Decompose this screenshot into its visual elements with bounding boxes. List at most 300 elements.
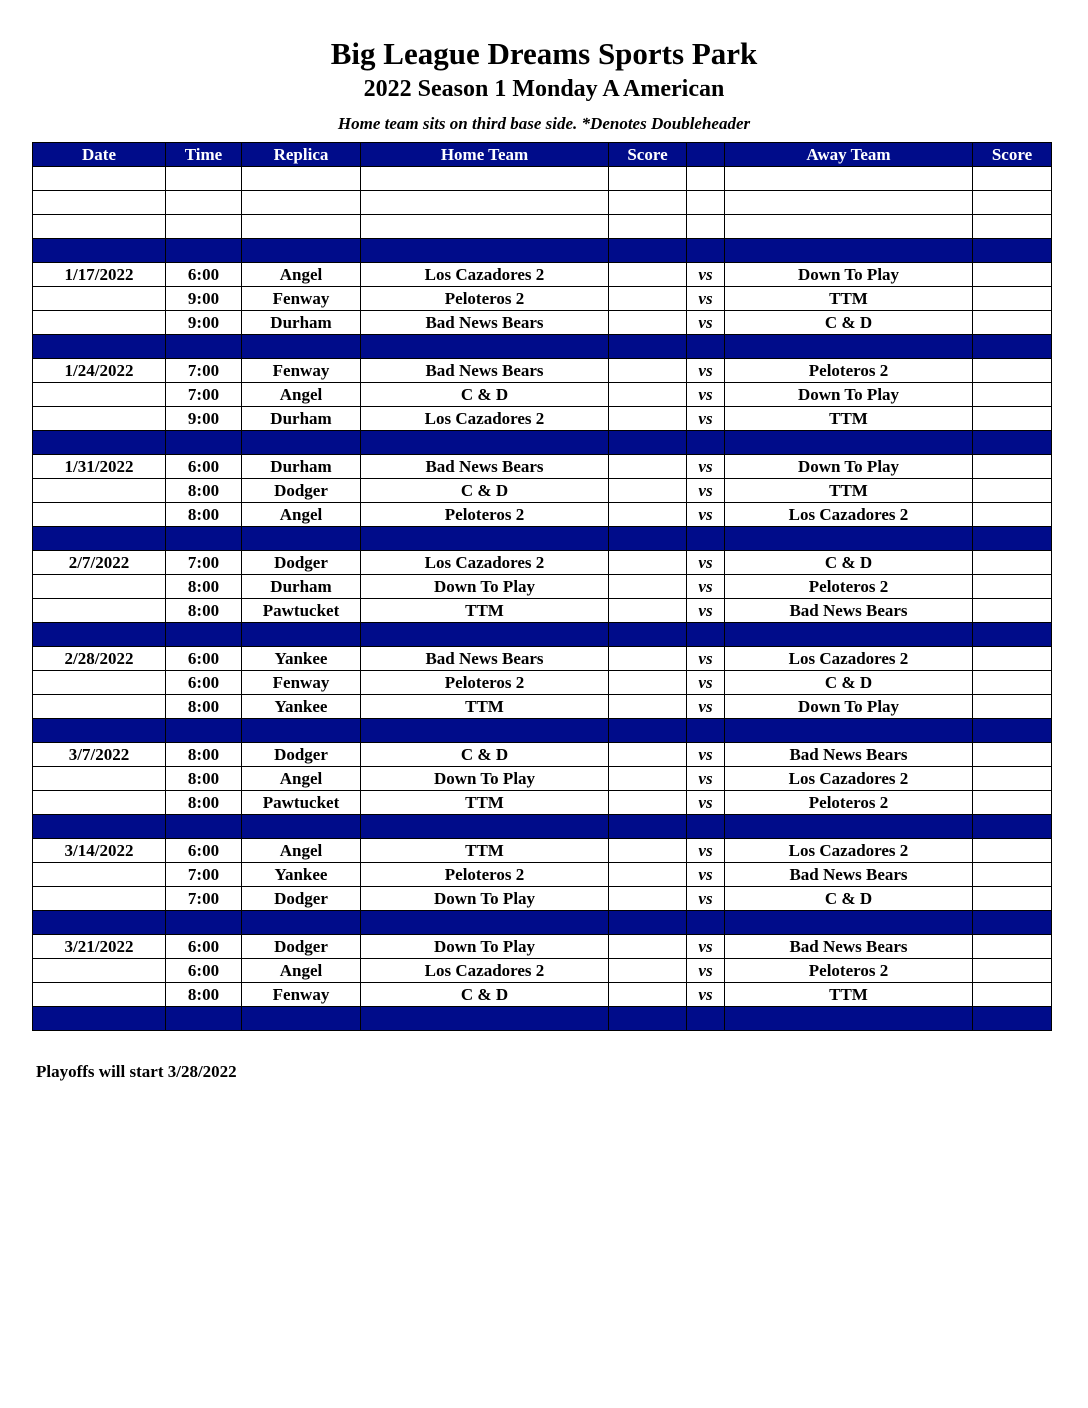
game-row — [33, 647, 1052, 671]
date-cell — [33, 887, 166, 911]
replica-cell: Angel — [242, 503, 361, 527]
away-score-cell — [973, 575, 1052, 599]
separator-cell — [242, 1007, 361, 1031]
date-cell — [33, 311, 166, 335]
separator-cell — [361, 431, 609, 455]
replica-cell: Fenway — [242, 983, 361, 1007]
home-score-cell — [609, 479, 687, 503]
separator-cell — [725, 623, 973, 647]
vs-cell: vs — [687, 647, 725, 671]
home-score-cell — [609, 551, 687, 575]
separator-cell — [166, 623, 242, 647]
away-score-cell — [973, 167, 1052, 191]
date-cell — [33, 215, 166, 239]
separator-cell — [166, 335, 242, 359]
replica-cell: Dodger — [242, 935, 361, 959]
away-score-cell — [973, 191, 1052, 215]
week-separator-row — [33, 1007, 1052, 1031]
home-team-cell — [361, 215, 609, 239]
home-score-cell — [609, 767, 687, 791]
time-cell: 9:00 — [166, 287, 242, 311]
away-score-cell — [973, 863, 1052, 887]
away-team-cell: Down To Play — [725, 263, 973, 287]
game-row — [33, 311, 1052, 335]
away-team-cell: C & D — [725, 671, 973, 695]
week-separator-row — [33, 911, 1052, 935]
separator-cell — [687, 911, 725, 935]
home-score-cell — [609, 647, 687, 671]
separator-cell — [609, 1007, 687, 1031]
replica-cell: Durham — [242, 455, 361, 479]
col-header-vs — [687, 143, 725, 167]
date-cell — [33, 575, 166, 599]
date-cell — [33, 863, 166, 887]
game-row — [33, 191, 1052, 215]
game-row — [33, 599, 1052, 623]
away-team-cell: Peloteros 2 — [725, 359, 973, 383]
away-score-cell — [973, 671, 1052, 695]
away-team-cell: Los Cazadores 2 — [725, 767, 973, 791]
time-cell — [166, 191, 242, 215]
home-team-cell: C & D — [361, 743, 609, 767]
away-score-cell — [973, 767, 1052, 791]
away-score-cell — [973, 959, 1052, 983]
date-cell: 1/17/2022 — [33, 263, 166, 287]
time-cell: 8:00 — [166, 575, 242, 599]
home-score-cell — [609, 599, 687, 623]
separator-cell — [609, 719, 687, 743]
game-row — [33, 935, 1052, 959]
time-cell: 6:00 — [166, 263, 242, 287]
time-cell: 8:00 — [166, 599, 242, 623]
replica-cell: Yankee — [242, 863, 361, 887]
date-cell: 3/14/2022 — [33, 839, 166, 863]
vs-cell: vs — [687, 359, 725, 383]
vs-cell — [687, 167, 725, 191]
home-score-cell — [609, 983, 687, 1007]
away-score-cell — [973, 983, 1052, 1007]
away-team-cell: Los Cazadores 2 — [725, 839, 973, 863]
replica-cell: Dodger — [242, 887, 361, 911]
away-score-cell — [973, 503, 1052, 527]
away-score-cell — [973, 311, 1052, 335]
separator-cell — [725, 719, 973, 743]
home-score-cell — [609, 287, 687, 311]
vs-cell: vs — [687, 407, 725, 431]
separator-cell — [242, 335, 361, 359]
time-cell: 6:00 — [166, 647, 242, 671]
away-team-cell: TTM — [725, 287, 973, 311]
separator-cell — [973, 623, 1052, 647]
game-row — [33, 479, 1052, 503]
separator-cell — [687, 335, 725, 359]
separator-cell — [973, 815, 1052, 839]
away-score-cell — [973, 359, 1052, 383]
replica-cell: Yankee — [242, 695, 361, 719]
replica-cell: Angel — [242, 959, 361, 983]
away-team-cell: Down To Play — [725, 383, 973, 407]
home-score-cell — [609, 575, 687, 599]
vs-cell: vs — [687, 311, 725, 335]
game-row — [33, 863, 1052, 887]
away-score-cell — [973, 887, 1052, 911]
home-team-cell: C & D — [361, 983, 609, 1007]
home-score-cell — [609, 791, 687, 815]
home-score-cell — [609, 455, 687, 479]
separator-cell — [242, 815, 361, 839]
separator-cell — [687, 527, 725, 551]
home-score-cell — [609, 263, 687, 287]
separator-cell — [33, 239, 166, 263]
home-team-cell: Los Cazadores 2 — [361, 959, 609, 983]
home-score-cell — [609, 887, 687, 911]
away-team-cell — [725, 167, 973, 191]
time-cell: 7:00 — [166, 383, 242, 407]
home-team-cell: Bad News Bears — [361, 455, 609, 479]
home-team-cell: Peloteros 2 — [361, 671, 609, 695]
separator-cell — [609, 527, 687, 551]
schedule-note: Home team sits on third base side. *Denotes Doubleheader — [337, 114, 751, 133]
game-row — [33, 383, 1052, 407]
home-team-cell: Down To Play — [361, 935, 609, 959]
away-team-cell: Down To Play — [725, 695, 973, 719]
date-cell — [33, 791, 166, 815]
separator-cell — [725, 335, 973, 359]
home-score-cell — [609, 743, 687, 767]
separator-cell — [725, 911, 973, 935]
vs-cell: vs — [687, 575, 725, 599]
game-row — [33, 983, 1052, 1007]
time-cell: 9:00 — [166, 311, 242, 335]
separator-cell — [687, 239, 725, 263]
away-team-cell: C & D — [725, 887, 973, 911]
away-score-cell — [973, 599, 1052, 623]
away-score-cell — [973, 551, 1052, 575]
date-cell — [33, 383, 166, 407]
vs-cell — [687, 215, 725, 239]
replica-cell: Dodger — [242, 479, 361, 503]
home-score-cell — [609, 407, 687, 431]
time-cell: 8:00 — [166, 695, 242, 719]
date-cell — [33, 287, 166, 311]
replica-cell: Angel — [242, 383, 361, 407]
home-team-cell: TTM — [361, 791, 609, 815]
date-cell — [33, 959, 166, 983]
home-team-cell: Bad News Bears — [361, 359, 609, 383]
game-row — [33, 695, 1052, 719]
separator-cell — [242, 911, 361, 935]
game-row — [33, 407, 1052, 431]
separator-cell — [361, 527, 609, 551]
home-score-cell — [609, 935, 687, 959]
separator-cell — [361, 623, 609, 647]
home-team-cell: Down To Play — [361, 887, 609, 911]
separator-cell — [33, 335, 166, 359]
vs-cell: vs — [687, 935, 725, 959]
time-cell: 7:00 — [166, 551, 242, 575]
game-row — [33, 167, 1052, 191]
home-team-cell: TTM — [361, 599, 609, 623]
home-score-cell — [609, 383, 687, 407]
separator-cell — [242, 239, 361, 263]
vs-cell: vs — [687, 743, 725, 767]
home-score-cell — [609, 191, 687, 215]
separator-cell — [166, 239, 242, 263]
replica-cell: Angel — [242, 263, 361, 287]
replica-cell — [242, 215, 361, 239]
home-score-cell — [609, 503, 687, 527]
game-row — [33, 551, 1052, 575]
col-header-away-score: Score — [973, 143, 1052, 167]
separator-cell — [973, 911, 1052, 935]
time-cell: 8:00 — [166, 479, 242, 503]
vs-cell: vs — [687, 455, 725, 479]
vs-cell: vs — [687, 791, 725, 815]
vs-cell: vs — [687, 767, 725, 791]
week-separator-row — [33, 527, 1052, 551]
date-cell — [33, 407, 166, 431]
replica-cell: Durham — [242, 407, 361, 431]
col-header-replica: Replica — [242, 143, 361, 167]
away-team-cell: Down To Play — [725, 455, 973, 479]
home-team-cell: TTM — [361, 839, 609, 863]
game-row — [33, 215, 1052, 239]
separator-cell — [166, 719, 242, 743]
home-team-cell: Los Cazadores 2 — [361, 407, 609, 431]
separator-cell — [725, 815, 973, 839]
vs-cell: vs — [687, 263, 725, 287]
home-score-cell — [609, 695, 687, 719]
playoffs-note: Playoffs will start 3/28/2022 — [36, 1062, 237, 1081]
home-score-cell — [609, 311, 687, 335]
away-team-cell: Peloteros 2 — [725, 791, 973, 815]
game-row — [33, 263, 1052, 287]
away-team-cell: TTM — [725, 407, 973, 431]
away-team-cell: C & D — [725, 551, 973, 575]
game-row — [33, 671, 1052, 695]
col-header-time: Time — [166, 143, 242, 167]
separator-cell — [973, 527, 1052, 551]
vs-cell: vs — [687, 983, 725, 1007]
away-score-cell — [973, 839, 1052, 863]
replica-cell — [242, 191, 361, 215]
time-cell: 8:00 — [166, 791, 242, 815]
away-team-cell: Bad News Bears — [725, 599, 973, 623]
vs-cell: vs — [687, 863, 725, 887]
home-score-cell — [609, 959, 687, 983]
separator-cell — [166, 431, 242, 455]
week-separator-row — [33, 719, 1052, 743]
separator-cell — [609, 335, 687, 359]
away-score-cell — [973, 743, 1052, 767]
away-team-cell: Los Cazadores 2 — [725, 503, 973, 527]
away-score-cell — [973, 695, 1052, 719]
away-score-cell — [973, 935, 1052, 959]
home-score-cell — [609, 839, 687, 863]
home-team-cell: Peloteros 2 — [361, 287, 609, 311]
away-team-cell: Peloteros 2 — [725, 575, 973, 599]
separator-cell — [33, 719, 166, 743]
separator-cell — [166, 1007, 242, 1031]
separator-cell — [242, 719, 361, 743]
away-team-cell: Bad News Bears — [725, 743, 973, 767]
separator-cell — [361, 335, 609, 359]
away-score-cell — [973, 287, 1052, 311]
away-score-cell — [973, 791, 1052, 815]
game-row — [33, 455, 1052, 479]
game-row — [33, 839, 1052, 863]
home-score-cell — [609, 167, 687, 191]
away-team-cell: Los Cazadores 2 — [725, 647, 973, 671]
week-separator-row — [33, 431, 1052, 455]
away-team-cell: Peloteros 2 — [725, 959, 973, 983]
separator-cell — [973, 239, 1052, 263]
replica-cell: Fenway — [242, 359, 361, 383]
separator-cell — [361, 911, 609, 935]
replica-cell: Pawtucket — [242, 599, 361, 623]
time-cell: 6:00 — [166, 671, 242, 695]
header-row — [33, 143, 1052, 167]
date-cell: 1/24/2022 — [33, 359, 166, 383]
home-team-cell: TTM — [361, 695, 609, 719]
vs-cell — [687, 191, 725, 215]
vs-cell: vs — [687, 479, 725, 503]
time-cell: 6:00 — [166, 455, 242, 479]
game-row — [33, 887, 1052, 911]
date-cell: 3/7/2022 — [33, 743, 166, 767]
vs-cell: vs — [687, 671, 725, 695]
separator-cell — [609, 911, 687, 935]
separator-cell — [33, 623, 166, 647]
vs-cell: vs — [687, 503, 725, 527]
replica-cell: Fenway — [242, 671, 361, 695]
separator-cell — [687, 1007, 725, 1031]
page-subtitle: 2022 Season 1 Monday A American — [363, 76, 725, 102]
replica-cell: Dodger — [242, 551, 361, 575]
separator-cell — [361, 1007, 609, 1031]
game-row — [33, 359, 1052, 383]
week-separator-row — [33, 335, 1052, 359]
separator-cell — [361, 239, 609, 263]
date-cell — [33, 695, 166, 719]
away-team-cell: Bad News Bears — [725, 935, 973, 959]
time-cell: 7:00 — [166, 887, 242, 911]
away-score-cell — [973, 215, 1052, 239]
separator-cell — [361, 815, 609, 839]
vs-cell: vs — [687, 287, 725, 311]
separator-cell — [33, 431, 166, 455]
game-row — [33, 503, 1052, 527]
home-score-cell — [609, 215, 687, 239]
time-cell: 9:00 — [166, 407, 242, 431]
date-cell — [33, 599, 166, 623]
time-cell: 8:00 — [166, 503, 242, 527]
game-row — [33, 959, 1052, 983]
home-team-cell — [361, 191, 609, 215]
date-cell — [33, 503, 166, 527]
date-cell: 2/28/2022 — [33, 647, 166, 671]
home-team-cell: Down To Play — [361, 575, 609, 599]
game-row — [33, 767, 1052, 791]
away-score-cell — [973, 263, 1052, 287]
away-score-cell — [973, 383, 1052, 407]
vs-cell: vs — [687, 839, 725, 863]
separator-cell — [725, 527, 973, 551]
away-score-cell — [973, 455, 1052, 479]
date-cell: 1/31/2022 — [33, 455, 166, 479]
replica-cell: Dodger — [242, 743, 361, 767]
home-team-cell: Los Cazadores 2 — [361, 551, 609, 575]
separator-cell — [609, 239, 687, 263]
home-team-cell: C & D — [361, 479, 609, 503]
separator-cell — [609, 815, 687, 839]
time-cell: 6:00 — [166, 959, 242, 983]
time-cell: 6:00 — [166, 839, 242, 863]
away-team-cell: Bad News Bears — [725, 863, 973, 887]
time-cell: 6:00 — [166, 935, 242, 959]
separator-cell — [33, 1007, 166, 1031]
replica-cell: Pawtucket — [242, 791, 361, 815]
separator-cell — [687, 431, 725, 455]
replica-cell: Angel — [242, 839, 361, 863]
vs-cell: vs — [687, 383, 725, 407]
away-team-cell — [725, 215, 973, 239]
separator-cell — [687, 623, 725, 647]
home-team-cell — [361, 167, 609, 191]
separator-cell — [609, 431, 687, 455]
home-score-cell — [609, 671, 687, 695]
date-cell: 3/21/2022 — [33, 935, 166, 959]
vs-cell: vs — [687, 599, 725, 623]
vs-cell: vs — [687, 887, 725, 911]
separator-cell — [725, 239, 973, 263]
separator-cell — [242, 431, 361, 455]
separator-cell — [687, 815, 725, 839]
schedule-body — [33, 167, 1052, 1031]
game-row — [33, 575, 1052, 599]
schedule-table — [32, 142, 1052, 1031]
away-team-cell: C & D — [725, 311, 973, 335]
week-separator-row — [33, 623, 1052, 647]
replica-cell: Durham — [242, 575, 361, 599]
separator-cell — [973, 431, 1052, 455]
date-cell — [33, 167, 166, 191]
separator-cell — [687, 719, 725, 743]
replica-cell: Yankee — [242, 647, 361, 671]
game-row — [33, 743, 1052, 767]
separator-cell — [973, 1007, 1052, 1031]
col-header-home-score: Score — [609, 143, 687, 167]
home-team-cell: C & D — [361, 383, 609, 407]
away-team-cell — [725, 191, 973, 215]
time-cell — [166, 167, 242, 191]
away-score-cell — [973, 647, 1052, 671]
separator-cell — [725, 1007, 973, 1031]
separator-cell — [33, 527, 166, 551]
time-cell: 8:00 — [166, 767, 242, 791]
vs-cell: vs — [687, 959, 725, 983]
time-cell: 7:00 — [166, 863, 242, 887]
separator-cell — [361, 719, 609, 743]
time-cell: 8:00 — [166, 743, 242, 767]
separator-cell — [242, 527, 361, 551]
vs-cell: vs — [687, 695, 725, 719]
date-cell: 2/7/2022 — [33, 551, 166, 575]
col-header-home-team: Home Team — [361, 143, 609, 167]
separator-cell — [725, 431, 973, 455]
home-team-cell: Peloteros 2 — [361, 503, 609, 527]
separator-cell — [242, 623, 361, 647]
